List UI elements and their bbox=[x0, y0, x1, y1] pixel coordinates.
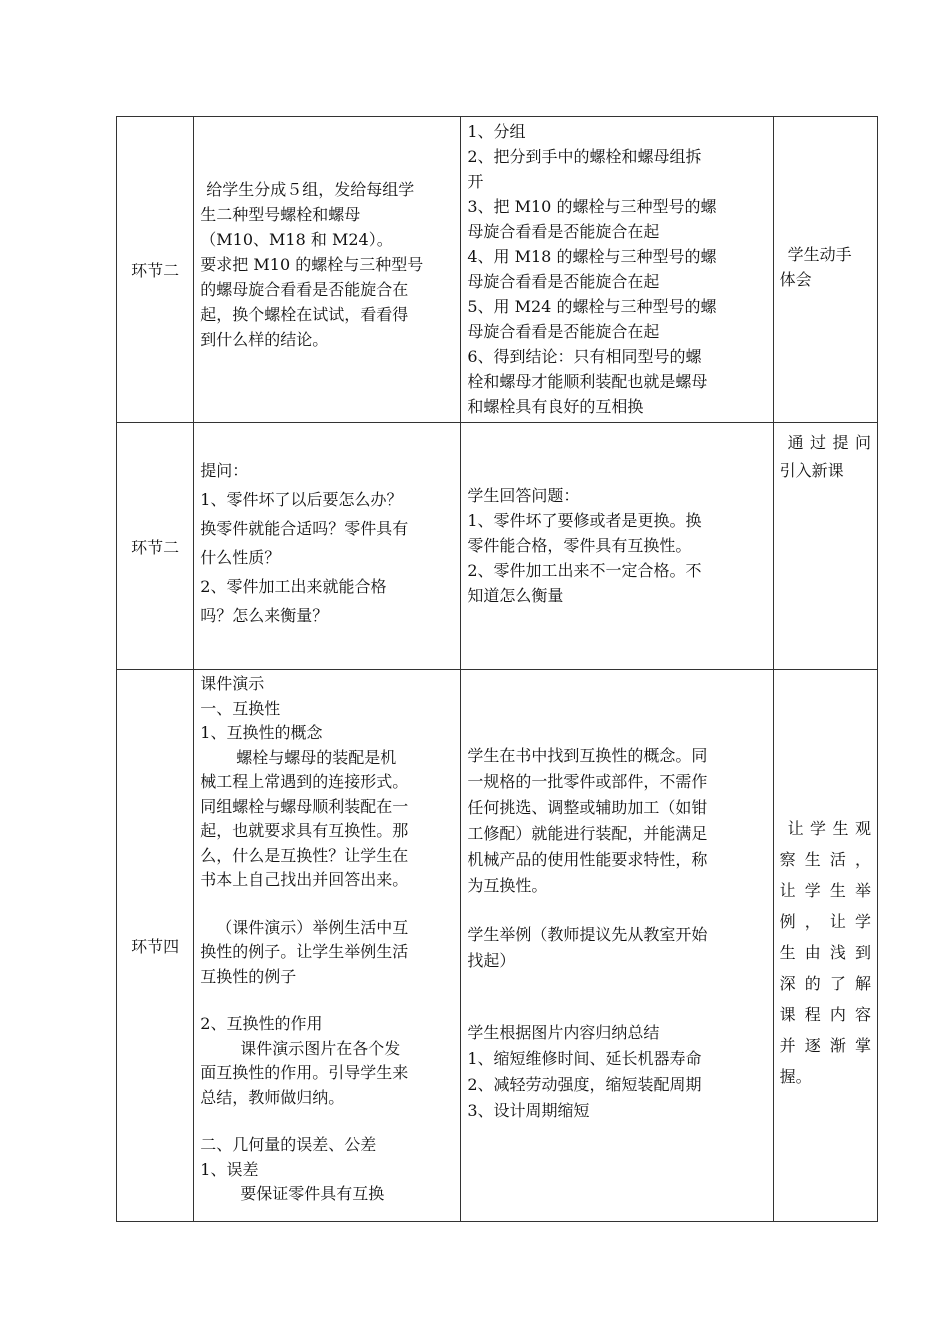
student-activity: 学生在书中找到互换性的概念。同 一规格的一批零件或部件，不需作 任何挑选、调整或辅助加工（如钳 工修配）就能进行装配，并能满足 机械产品的使用性能要求特性，称 为互换性。 学生举例（教师提议先从教室开始 找起） 学生根据图片内容归纳总结 1、缩短维修时间、延长机器寿命 2、减轻劳动强度，缩短装配周期 3、设计周期缩短 bbox=[467, 746, 708, 1120]
step-label: 环节二 bbox=[131, 537, 180, 557]
table-row bbox=[117, 117, 878, 423]
student-activity: 学生回答问题： 1、零件坏了要修或者是更换。换 零件能合格，零件具有互换性。 2、零件加工出来不一定合格。不 知道怎么衡量 bbox=[467, 486, 702, 605]
lesson-plan-table bbox=[116, 116, 878, 1222]
design-intent: 学生动手 体会 bbox=[779, 245, 852, 289]
design-intent: 让学生观 察生活， 让学生举 例，让学 生由浅到 深的了解 课程内容 并逐渐掌 握。 bbox=[779, 819, 871, 1086]
teacher-activity: 提问： 1、零件坏了以后要怎么办？ 换零件就能合适吗？零件具有 什么性质？ 2、零件加工出来就能合格 吗？怎么来衡量？ bbox=[200, 461, 409, 625]
teacher-activity: 课件演示 一、互换性 1、互换性的概念 螺栓与螺母的装配是机 械工程上常遇到的连接形式。 同组螺栓与螺母顺利装配在一 起，也就要求具有互换性。那 么，什么是互换性？让学生在 书本上自己找出并回答出来。 （课件演示）举例生活中互 换性的例子。让学生举例生活 互换性的例子 2、互换性的作用 课件演示图片在各个发 面互换性的作用。引导学生来 总结，教师做归纳。 二、几何量的误差、公差 1、误差 要保证零件具有互换 bbox=[200, 674, 409, 1203]
teacher-activity: 给学生分成５组，发给每组学 生二种型号螺栓和螺母 （M10、M18 和 M24）。 要求把 M10 的螺栓与三种型号 的螺母旋合看看是否能旋合在 起，换个螺栓在试试，看看得 到什么样的结论。 bbox=[200, 180, 424, 349]
step-label: 环节四 bbox=[131, 937, 180, 956]
step-label: 环节二 bbox=[131, 261, 180, 280]
design-intent: 通过提问 引入新课 bbox=[779, 433, 871, 480]
table-row bbox=[117, 670, 878, 1222]
table-row bbox=[117, 423, 878, 670]
student-activity: 1、分组 2、把分到手中的螺栓和螺母组拆 开 3、把 M10 的螺栓与三种型号的螺 母旋合看看是否能旋合在起 4、用 M18 的螺栓与三种型号的螺 母旋合看看是否能旋合在起 5、用 M24 的螺栓与三种型号的螺 母旋合看看是否能旋合在起 6、得到结论：只有相同型号的螺 栓和螺母才能顺利装配也就是螺母 和螺栓具有良好的互相换 bbox=[467, 122, 717, 416]
